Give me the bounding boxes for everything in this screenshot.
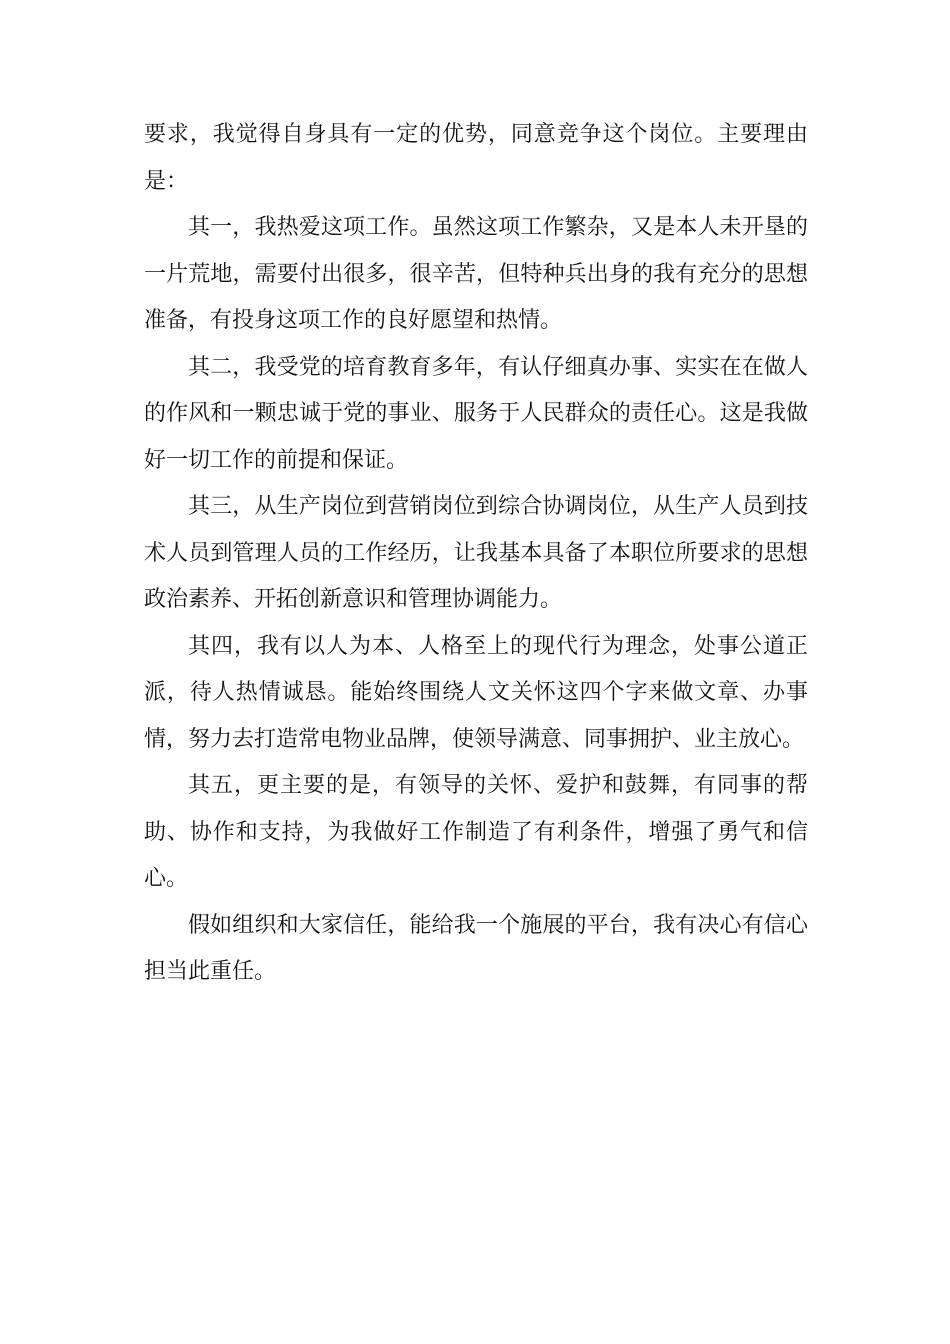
paragraph-reason-4: 其四，我有以人为本、人格至上的现代行为理念，处事公道正派，待人热情诚恳。能始终围绕人文关怀这四个字来做文章、办事情，努力去打造常电物业品牌，使领导满意、同事拥护、业主放心。 xyxy=(144,633,808,752)
document-page xyxy=(144,112,808,996)
paragraph-reason-2: 其二，我受党的培育教育多年，有认仔细真办事、实实在在做人的作风和一颗忠诚于党的事业、服务于人民群众的责任心。这是我做好一切工作的前提和保证。 xyxy=(144,354,808,473)
paragraph-conclusion: 假如组织和大家信任，能给我一个施展的平台，我有决心有信心担当此重任。 xyxy=(144,912,808,984)
paragraph-reason-3: 其三，从生产岗位到营销岗位到综合协调岗位，从生产人员到技术人员到管理人员的工作经历，让我基本具备了本职位所要求的思想政治素养、开拓创新意识和管理协调能力。 xyxy=(144,494,808,612)
paragraph-reason-1: 其一，我热爱这项工作。虽然这项工作繁杂，又是本人未开垦的一片荒地，需要付出很多，很辛苦，但特种兵出身的我有充分的思想准备，有投身这项工作的良好愿望和热情。 xyxy=(144,215,808,333)
paragraph-continuation: 要求，我觉得自身具有一定的优势，同意竞争这个岗位。主要理由是： xyxy=(144,122,808,194)
paragraph-reason-5: 其五，更主要的是，有领导的关怀、爱护和鼓舞，有同事的帮助、协作和支持，为我做好工作制造了有利条件，增强了勇气和信心。 xyxy=(144,773,808,891)
